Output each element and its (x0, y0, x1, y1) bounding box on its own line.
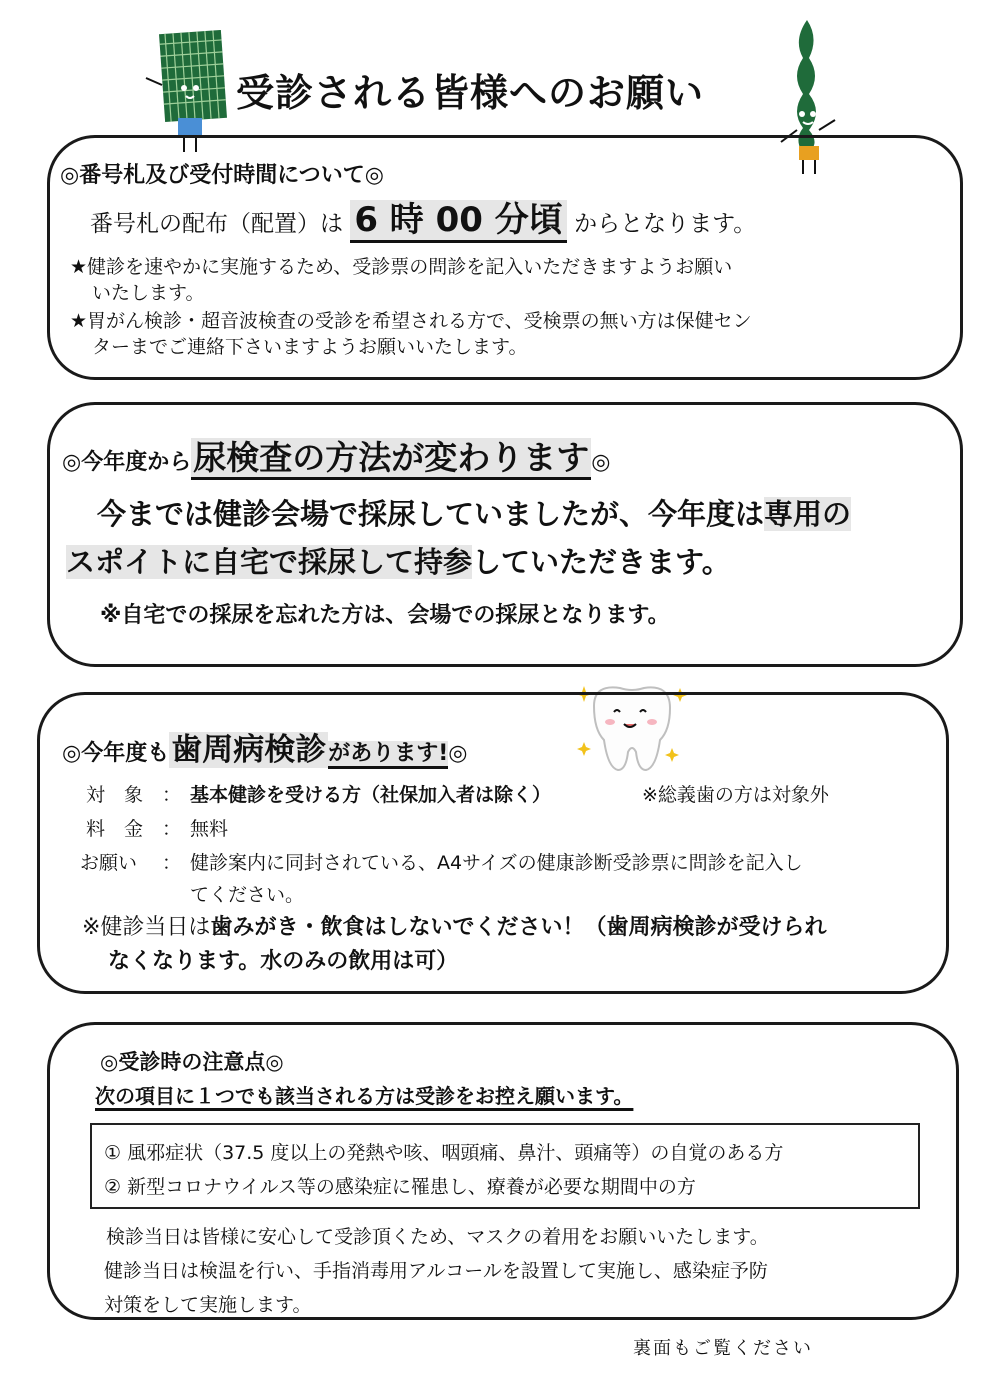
urine-body-line1 (97, 492, 851, 533)
warning-line1 (82, 910, 826, 941)
urine-body-line2-a: スポイトに自宅で採尿して持参 (66, 545, 473, 579)
request-line2: てください。 (190, 884, 305, 906)
distribution-prefix: 番号札の配布（配置）は (90, 211, 343, 237)
section4-subheading: 次の項目に１つでも該当される方は受診をお控え願います。 (95, 1084, 634, 1108)
request-label: お願い (80, 852, 138, 874)
symptom-item: ② 新型コロナウイルス等の感染症に罹患し、療養が必要な期間中の方 (104, 1176, 696, 1198)
section4-heading: ◎受診時の注意点◎ (100, 1050, 284, 1074)
request-line1: 健診案内に同封されている、A4サイズの健康診断受診票に問診を記入し (190, 852, 803, 874)
section2-heading-suffix: ◎ (591, 450, 611, 475)
warning-prefix: ※健診当日は (82, 915, 211, 940)
urine-body-line2 (66, 540, 731, 581)
note1-line2: いたします。 (92, 282, 205, 304)
target-note: ※総義歯の方は対象外 (642, 784, 829, 806)
symptom-item: ① 風邪症状（37.5 度以上の発熱や咳、咽頭痛、鼻汁、頭痛等）の自覚のある方 (104, 1142, 784, 1164)
target-colon: ： (162, 784, 182, 806)
note2-line2: ターまでご連絡下さいますようお願いいたします。 (92, 336, 528, 358)
page-title: 受診される皆様へのお願い (236, 71, 705, 115)
target-value: 基本健診を受ける方（社保加入者は除く） (190, 784, 552, 806)
distribution-sentence (90, 192, 756, 241)
section3-heading-end: ◎ (448, 741, 468, 766)
warning-line2: なくなります。水のみの飲用は可） (108, 949, 459, 974)
note2-line1: ★胃がん検診・超音波検査の受診を希望される方で、受検票の無い方は保健セン (70, 310, 752, 332)
section3-heading-prefix: ◎今年度も (62, 741, 170, 766)
section3-heading-main: 歯周病検診 (171, 732, 327, 768)
note1-line1: ★健診を速やかに実施するため、受診票の問診を記入いただきますようお願い (70, 256, 733, 278)
back-page-note: 裏面もご覧ください (633, 1338, 813, 1359)
request-colon: ： (162, 852, 182, 874)
section3-heading-suffix: があります! (328, 741, 448, 769)
distribution-time: 6 時 00 分頃 (350, 200, 566, 243)
urine-body-line1-a: 今までは健診会場で採尿していましたが、今年度は (97, 497, 765, 531)
target-label: 対 象 (86, 784, 144, 806)
distribution-suffix: からとなります。 (574, 211, 757, 237)
warning-bold: 歯みがき・飲食はしないでください！（歯周病検診が受けられ (210, 915, 827, 940)
section3-heading (62, 724, 467, 769)
section1-heading: ◎番号札及び受付時間について◎ (60, 163, 384, 188)
section2-heading-main: 尿検査の方法が変わります (191, 438, 591, 480)
mask-paragraph: 検診当日は皆様に安心して受診頂くため、マスクの着用をお願いいたします。 (106, 1226, 769, 1248)
urine-body-line2-b: していただきます。 (472, 545, 731, 579)
infection-paragraph-line2: 対策をして実施します。 (104, 1294, 312, 1316)
section2-heading (62, 432, 610, 479)
urine-body-line1-b: 専用の (764, 497, 852, 531)
infection-paragraph-line1: 健診当日は検温を行い、手指消毒用アルコールを設置して実施し、感染症予防 (104, 1260, 768, 1282)
fee-colon: ： (162, 818, 182, 840)
urine-note: ※自宅での採尿を忘れた方は、会場での採尿となります。 (100, 603, 670, 628)
section2-heading-prefix: ◎今年度から (62, 450, 192, 475)
fee-label: 料 金 (86, 818, 144, 840)
fee-value: 無料 (190, 818, 229, 840)
